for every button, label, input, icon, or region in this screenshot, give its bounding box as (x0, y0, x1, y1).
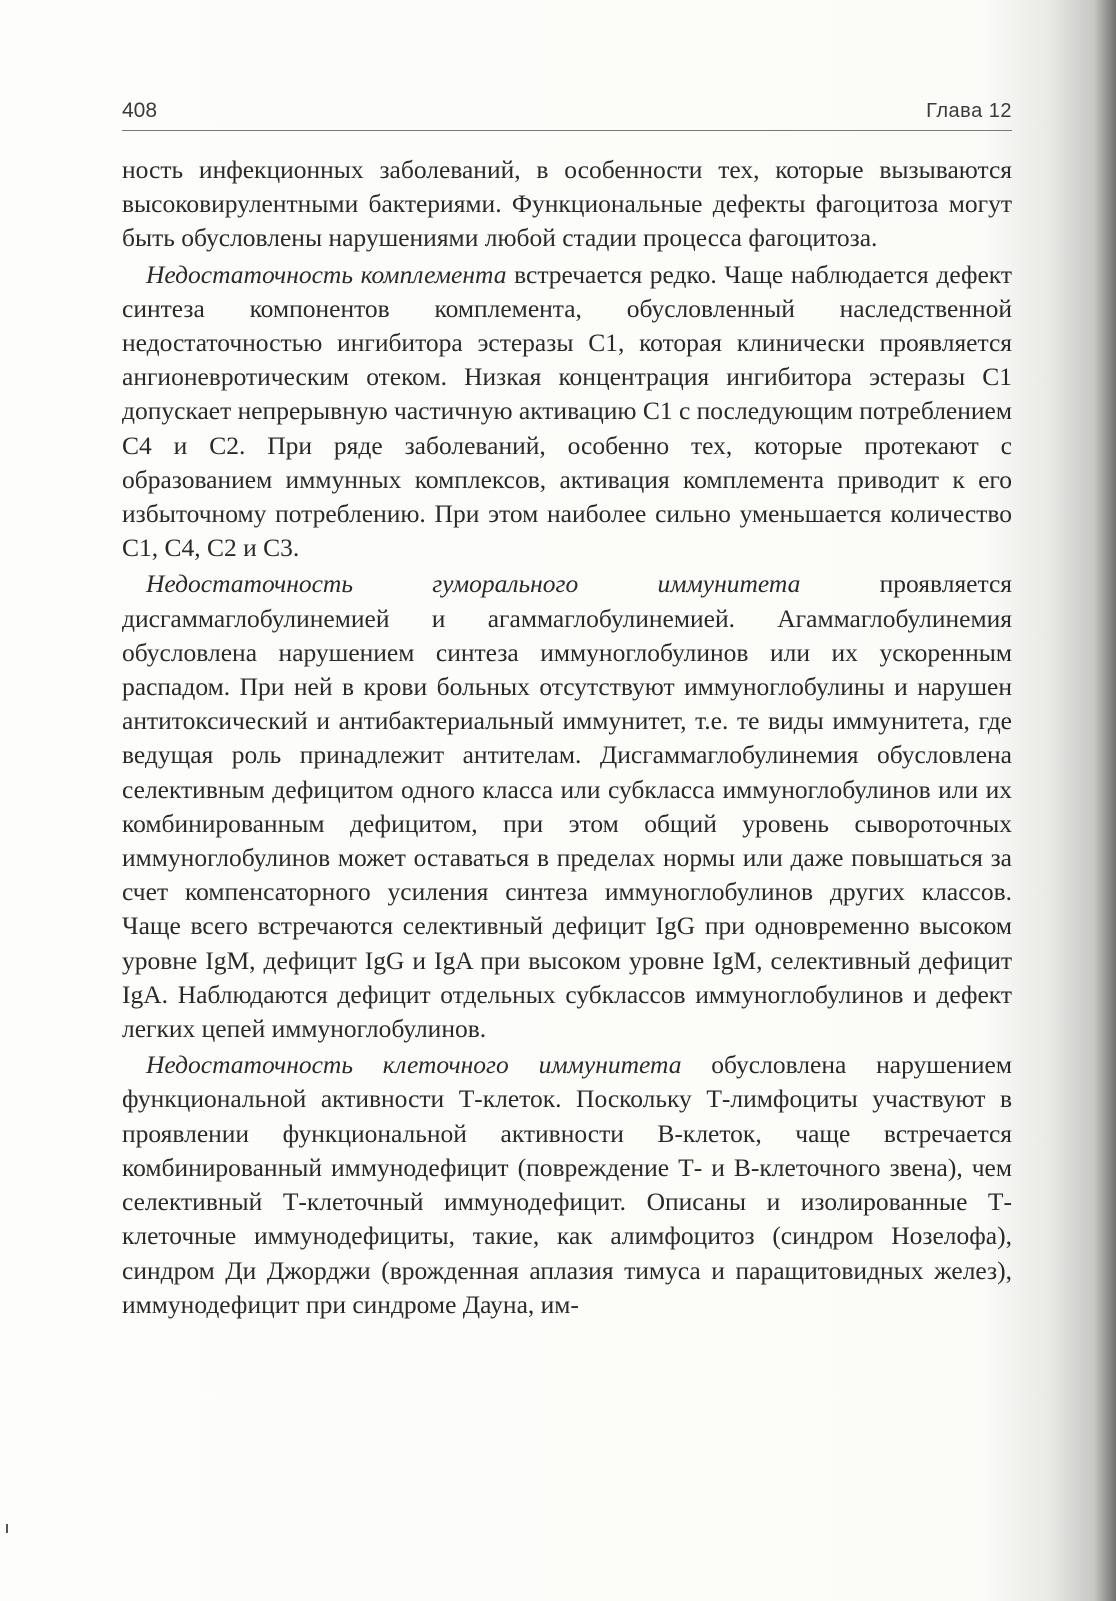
paragraph-text: проявляется дисгаммаглобулинемией и агаммаглобулинемией. Агаммаглобулинемия обусловлена нарушением синтеза иммуноглобулинов или их ускоренным распадом. При ней в крови больных отсутствуют иммуноглобулины и нарушен антитоксический и антибактериальный иммунитет, т.е. те виды иммунитета, где ведущая роль принадлежит антителам. Дисгаммаглобулинемия обусловлена селективным дефицитом одного класса или субкласса иммуноглобулинов или их комбинированным дефицитом, при этом общий уровень сывороточных иммуноглобулинов может оставаться в пределах нормы или даже повышаться за счет компенсаторного усиления синтеза иммуноглобулинов других классов. Чаще всего встречаются селективный дефицит IgG при одновременно высоком уровне IgM, дефицит IgG и IgA при высоком уровне IgM, селективный дефицит IgA. Наблюдаются дефицит отдельных субклассов иммуноглобулинов и дефект легких цепей иммуноглобулинов. (122, 569, 1012, 1044)
paragraph-text: ность инфекционных заболеваний, в особенности тех, которые вызываются высоковирулентными бактериями. Функциональные дефекты фагоцитоза могут быть обусловлены нарушениями любой стадии процесса фагоцитоза. (122, 155, 1012, 253)
paragraph-term: Недостаточность клеточного иммунитета (146, 1050, 682, 1080)
paragraph-term: Недостаточность гуморального иммунитета (146, 569, 801, 599)
page-number: 408 (122, 99, 158, 122)
paragraph-term: Недостаточность комплемента (146, 259, 507, 289)
paragraph-complement (122, 258, 1012, 566)
running-head (122, 98, 1012, 131)
scan-speck (6, 1524, 8, 1533)
spine-shadow (1094, 0, 1116, 1601)
paragraph-humoral-immunity (122, 567, 1012, 1046)
paragraph-text: встречается редко. Чаще наблюдается дефект синтеза компонентов комплемента, обусловленный наследственной недостаточностью ингибитора эстеразы С1, которая клинически проявляется ангионевротическим отеком. Низкая концентрация ингибитора эстеразы С1 допускает непрерывную частичную активацию С1 с последующим потреблением С4 и С2. При ряде заболеваний, особенно тех, которые протекают с образованием иммунных комплексов, активация комплемента приводит к его избыточному потреблению. При этом наиболее сильно уменьшается количество С1, С4, С2 и С3. (122, 259, 1012, 563)
body-text (122, 153, 1012, 1322)
paragraph-phagocytosis (122, 153, 1012, 256)
paragraph-cellular-immunity (122, 1048, 1012, 1322)
chapter-label: Глава 12 (926, 100, 1012, 122)
paragraph-text: обусловлена нарушением функциональной активности Т-клеток. Поскольку Т-лимфоциты участвуют в проявлении функциональной активности В-клеток, чаще встречается комбинированный иммунодефицит (повреждение Т- и В-клеточного звена), чем селективный Т-клеточный иммунодефицит. Описаны и изолированные Т-клеточные иммунодефициты, такие, как алимфоцитоз (синдром Нозелофа), синдром Ди Джорджи (врожденная аплазия тимуса и паращитовидных желез), иммунодефицит при синдроме Дауна, им- (122, 1050, 1012, 1319)
